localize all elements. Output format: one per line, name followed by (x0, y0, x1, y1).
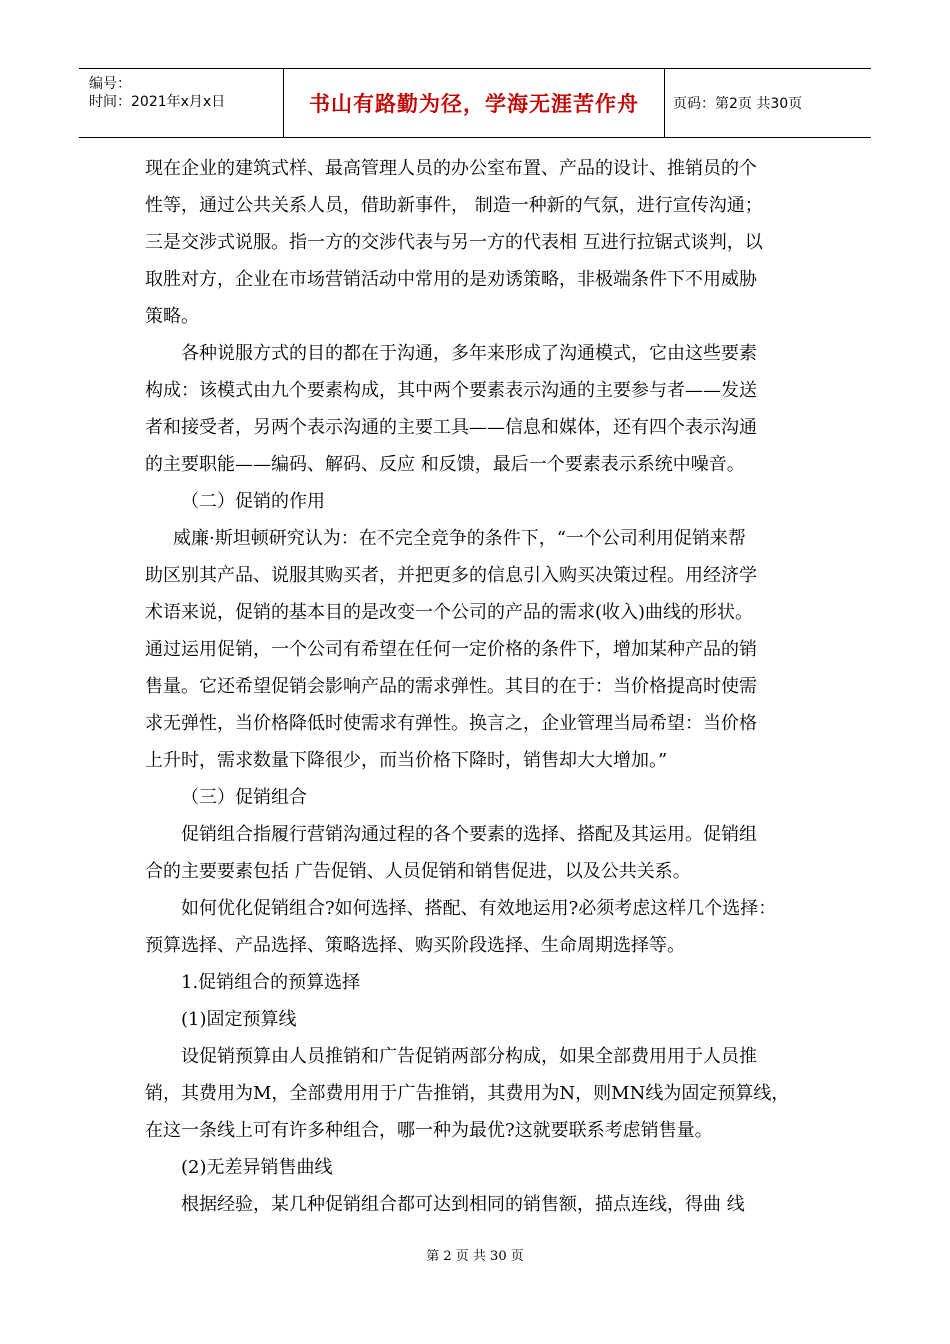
body-line: 性等，通过公共关系人员，借助新事件， 制造一种新的气氛，进行宣传沟通； (145, 195, 763, 216)
page-header (79, 68, 871, 138)
header-left-cell (79, 69, 284, 137)
body-line: 如何优化促销组合?如何选择、搭配、有效地运用?必须考虑这样几个选择： (181, 898, 777, 919)
header-right-cell (665, 69, 871, 137)
body-line: 合的主要要素包括 广告促销、人员促销和销售促进，以及公共关系。 (145, 861, 691, 882)
header-page-info: 页码：第2页 共30页 (673, 96, 803, 112)
body-line: 现在企业的建筑式样、最高管理人员的办公室布置、产品的设计、推销员的个 (145, 158, 757, 179)
body-line: 的主要职能——编码、解码、反应 和反馈，最后一个要素表示系统中噪音。 (145, 454, 745, 475)
body-line: 促销组合指履行营销沟通过程的各个要素的选择、搭配及其运用。促销组 (181, 824, 757, 845)
body-line: 策略。 (145, 306, 199, 327)
header-motto-cell (284, 69, 665, 137)
body-line: 在这一条线上可有许多种组合，哪一种为最优?这就要联系考虑销售量。 (145, 1120, 713, 1141)
body-line: 销，其费用为M，全部费用用于广告推销，其费用为N，则MN线为固定预算线， (145, 1083, 790, 1104)
body-line: 售量。它还希望促销会影响产品的需求弹性。其目的在于：当价格提高时使需 (145, 676, 757, 697)
document-date: 时间：2021年x月x日 (89, 94, 226, 110)
body-line: 根据经验，某几种促销组合都可达到相同的销售额，描点连线，得曲 线 (181, 1194, 745, 1215)
body-line: 通过运用促销，一个公司有希望在任何一定价格的条件下，增加某种产品的销 (145, 639, 757, 660)
body-line: 威廉·斯坦顿研究认为：在不完全竞争的条件下，“一个公司利用促销来帮 (173, 528, 746, 549)
subsection-heading: 1.促销组合的预算选择 (181, 972, 361, 993)
page-footer: 第 2 页 共 30 页 (426, 1249, 524, 1264)
body-line: 各种说服方式的目的都在于沟通，多年来形成了沟通模式，它由这些要素 (181, 343, 757, 364)
body-line: 三是交涉式说服。指一方的交涉代表与另一方的代表相 互进行拉锯式谈判，以 (145, 232, 763, 253)
subsection-heading: (1)固定预算线 (181, 1009, 297, 1030)
body-line: 预算选择、产品选择、策略选择、购买阶段选择、生命周期选择等。 (145, 935, 685, 956)
header-motto: 书山有路勤为径，学海无涯苦作舟 (309, 92, 639, 116)
document-body (145, 150, 810, 1223)
body-line: 助区别其产品、说服其购买者，并把更多的信息引入购买决策过程。用经济学 (145, 565, 757, 586)
section-heading: （三）促销组合 (181, 787, 307, 808)
section-heading: （二）促销的作用 (181, 491, 325, 512)
body-line: 术语来说，促销的基本目的是改变一个公司的产品的需求(收入)曲线的形状。 (145, 602, 754, 623)
body-line: 构成：该模式由九个要素构成，其中两个要素表示沟通的主要参与者——发送 (145, 380, 757, 401)
document-number-label: 编号： (89, 76, 131, 92)
body-line: 上升时，需求数量下降很少，而当价格下降时，销售却大大增加。” (145, 750, 668, 771)
body-line: 设促销预算由人员推销和广告促销两部分构成，如果全部费用用于人员推 (181, 1046, 757, 1067)
body-line: 者和接受者，另两个表示沟通的主要工具——信息和媒体，还有四个表示沟通 (145, 417, 757, 438)
body-line: 取胜对方，企业在市场营销活动中常用的是劝诱策略，非极端条件下不用威胁 (145, 269, 757, 290)
body-line: 求无弹性，当价格降低时使需求有弹性。换言之，企业管理当局希望：当价格 (145, 713, 757, 734)
subsection-heading: (2)无差异销售曲线 (181, 1157, 333, 1178)
